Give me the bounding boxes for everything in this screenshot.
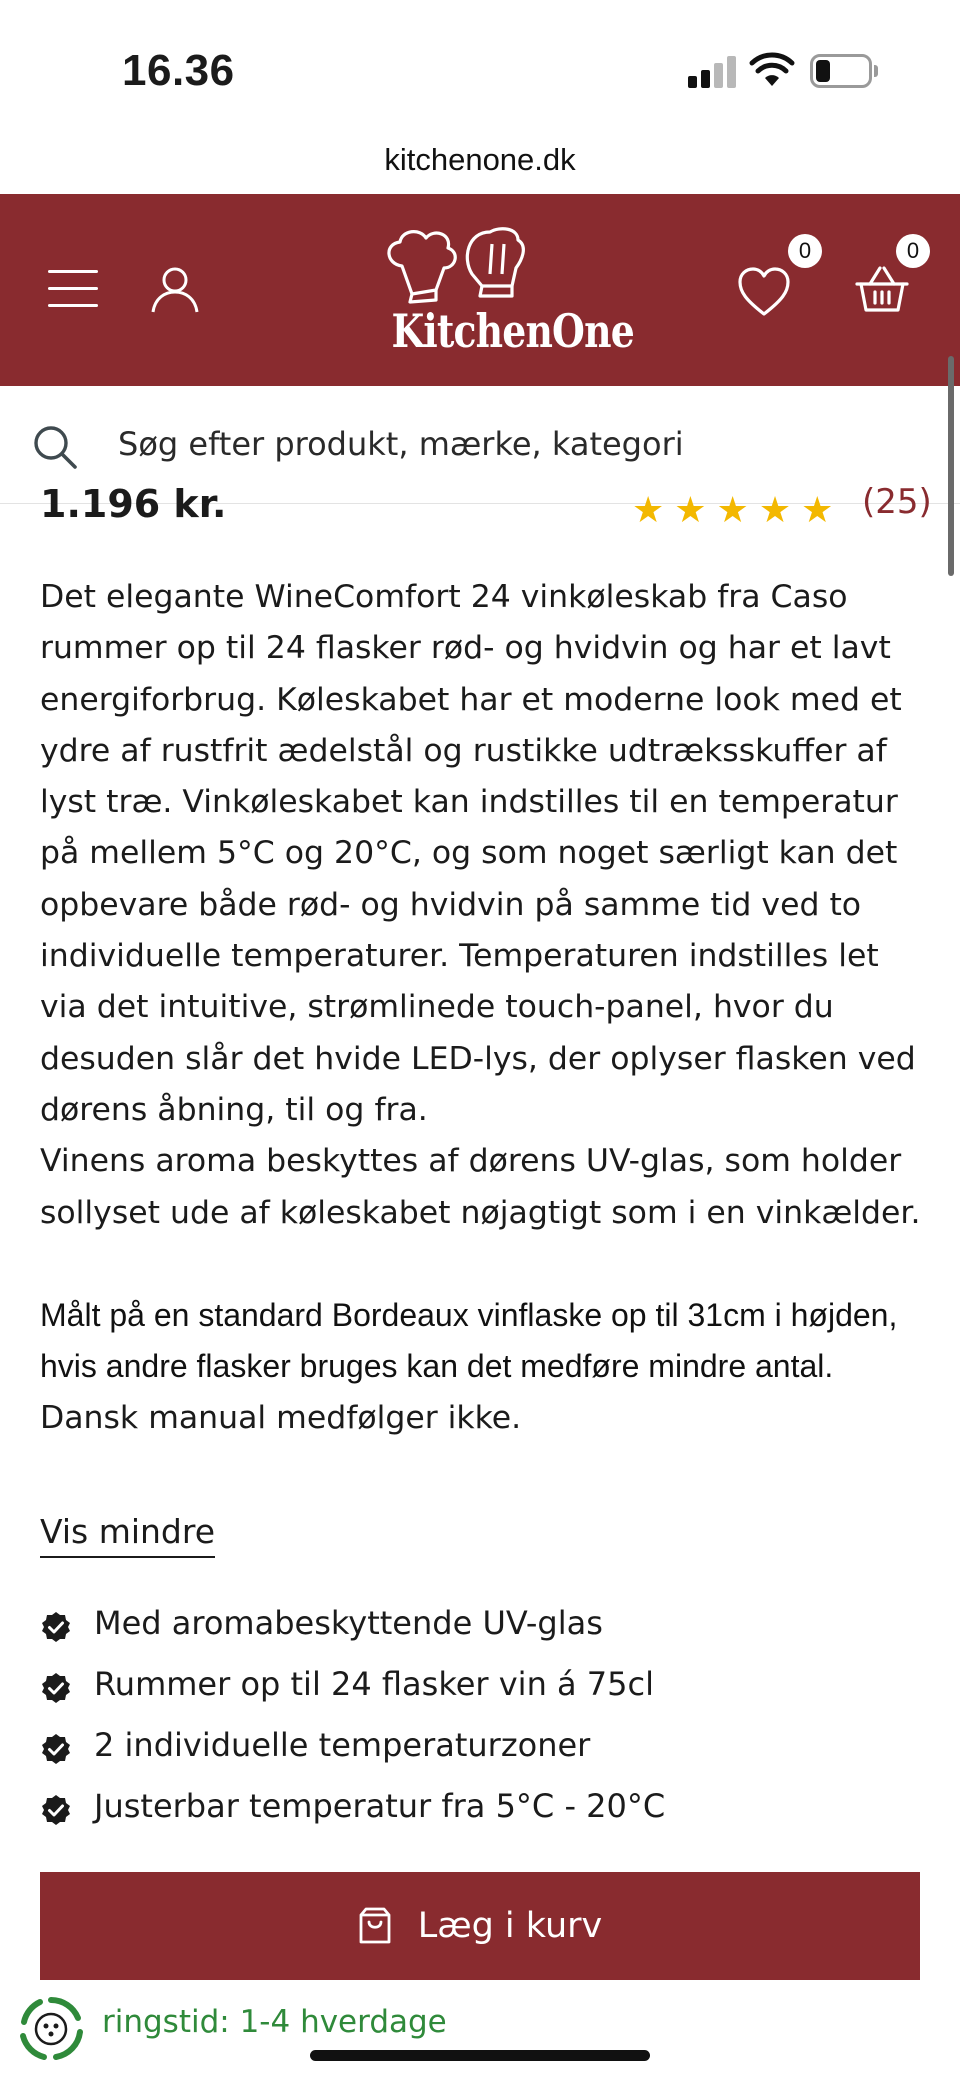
add-to-cart-button[interactable]	[40, 1872, 920, 1980]
feature-item	[40, 1659, 920, 1720]
feature-text: Med aromabeskyttende UV-glas	[94, 1604, 603, 1642]
feature-item	[40, 1781, 920, 1842]
product-description	[40, 572, 930, 1444]
measure-note: Målt på en standard Bordeaux vinflaske op til 31cm i højden, hvis andre flasker bruges kan det medføre mindre antal.	[40, 1296, 898, 1385]
feature-text: Rummer op til 24 flasker vin á 75cl	[94, 1665, 654, 1703]
feature-text: 2 individuelle temperaturzoner	[94, 1726, 591, 1764]
feature-item	[40, 1720, 920, 1781]
basket-icon[interactable]	[854, 262, 910, 318]
check-badge-icon	[40, 1794, 72, 1826]
logo-text: KitchenOne	[391, 304, 634, 358]
feature-item	[40, 1598, 920, 1659]
add-to-cart-label: Læg i kurv	[417, 1906, 603, 1946]
manual-note: Dansk manual medfølger ikke.	[40, 1399, 522, 1436]
page-scrollbar[interactable]	[948, 356, 954, 576]
chef-hats-icon	[372, 224, 588, 308]
description-paragraph: Det elegante WineComfort 24 vinkøleskab fra Caso rummer op til 24 flasker rød- og hvidvin og har et lavt energiforbrug. Køleskabet har et moderne look med et ydre af rustfrit ædelstål og rustikke udtræksskuffer af lyst træ. Vinkøleskabet kan indstilles til en temperatur på mellem 5°C og 20°C, og som noget særligt kan det opbevare både rød- og hvidvin på samme tid ved to individuelle temperaturer. Temperaturen indstilles let via det intuitive, strømlinede touch-panel, hvor du desuden slår det hvide LED-lys, der oplyser flasken ved dørens åbning, til og fra.	[40, 579, 916, 1128]
feature-list	[40, 1598, 920, 1842]
shopping-bag-icon	[358, 1907, 392, 1945]
hamburger-icon[interactable]	[48, 268, 98, 308]
delivery-time-text: ringstid: 1-4 hverdage	[102, 2004, 447, 2040]
cellular-signal-icon	[688, 56, 740, 88]
cart-count-badge: 0	[896, 234, 930, 268]
show-less-link[interactable]: Vis mindre	[40, 1510, 215, 1558]
description-paragraph: Vinens aroma beskyttes af dørens UV-glas, som holder sollyset ude af køleskabet nøjagtigt som i en vinkælder.	[40, 1143, 921, 1231]
review-count[interactable]: (25)	[862, 482, 932, 522]
heart-icon[interactable]	[736, 264, 792, 320]
check-badge-icon	[40, 1611, 72, 1643]
rating-stars[interactable]: ★★★★★	[632, 490, 844, 531]
site-logo[interactable]	[372, 224, 634, 374]
product-price: 1.196 kr.	[40, 482, 227, 526]
home-indicator[interactable]	[310, 2050, 650, 2061]
feature-text: Justerbar temperatur fra 5°C - 20°C	[94, 1787, 666, 1825]
wishlist-count-badge: 0	[788, 234, 822, 268]
user-icon[interactable]	[150, 264, 200, 314]
battery-icon	[810, 54, 878, 88]
check-badge-icon	[40, 1733, 72, 1765]
search-input[interactable]	[118, 410, 918, 478]
wifi-icon	[750, 52, 794, 88]
site-header	[0, 194, 960, 386]
search-icon[interactable]	[32, 424, 78, 470]
status-bar	[0, 0, 960, 130]
price-rating-row	[0, 482, 960, 531]
status-time: 16.36	[122, 46, 235, 95]
browser-url[interactable]: kitchenone.dk	[384, 142, 576, 177]
delivery-truck-icon	[16, 1994, 86, 2064]
check-badge-icon	[40, 1672, 72, 1704]
